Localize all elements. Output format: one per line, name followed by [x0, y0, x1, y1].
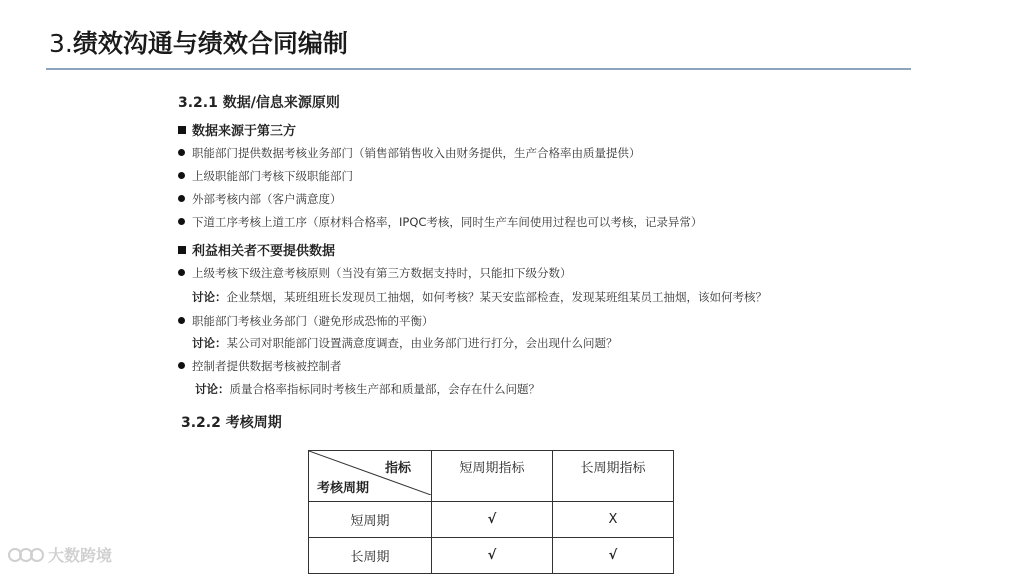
column-header: 长周期指标 [553, 451, 674, 502]
list-item-text: 职能部门考核业务部门（避免形成恐怖的平衡） [192, 314, 434, 328]
slide-title-number: 3. [49, 29, 73, 58]
discussion-text: 质量合格率指标同时考核生产部和质量部，会存在什么问题？ [229, 382, 540, 396]
watermark [8, 543, 112, 568]
list-item [178, 191, 342, 207]
discussion-line [192, 335, 618, 351]
list-item-text: 上级职能部门考核下级职能部门 [192, 169, 353, 183]
list-item-text: 控制者提供数据考核被控制者 [192, 359, 342, 373]
list-item-text: 外部考核内部（客户满意度） [192, 192, 342, 206]
discussion-line [195, 381, 540, 397]
table-row [309, 502, 674, 538]
corner-label-indicator: 指标 [384, 461, 411, 476]
column-header: 短周期指标 [432, 451, 553, 502]
bullet-dot-icon [178, 218, 185, 225]
table-cell: √ [432, 502, 553, 538]
list-item-text: 下道工序考核上道工序（原材料合格率，IPQC考核，同时生产车间使用过程也可以考核，记录异常） [192, 215, 703, 229]
table-cell: √ [553, 538, 674, 574]
table-cell: √ [432, 538, 553, 574]
list-item-text: 职能部门提供数据考核业务部门（销售部销售收入由财务提供，生产合格率由质量提供） [192, 146, 641, 160]
bullet-dot-icon [178, 172, 185, 179]
list-item-text: 上级考核下级注意考核原则（当没有第三方数据支持时，只能扣下级分数） [192, 266, 572, 280]
list-item [178, 358, 342, 374]
section-heading-data-source: 3.2.1 数据/信息来源原则 [178, 95, 340, 111]
watermark-logo-icon [8, 546, 44, 568]
group-heading-stakeholders [178, 240, 335, 259]
square-bullet-icon [178, 246, 186, 254]
group-heading-stakeholders-label: 利益相关者不要提供数据 [192, 244, 336, 259]
group-heading-third-party [178, 120, 296, 139]
list-item [178, 145, 641, 161]
square-bullet-icon [178, 126, 186, 134]
bullet-dot-icon [178, 317, 185, 324]
table-cell: X [553, 502, 674, 538]
list-item [178, 313, 434, 329]
section-heading-cycle: 3.2.2 考核周期 [181, 415, 282, 431]
table-row [309, 538, 674, 574]
list-item [178, 265, 572, 281]
title-divider [46, 68, 911, 70]
group-heading-third-party-label: 数据来源于第三方 [192, 124, 297, 139]
table-header-row [309, 451, 674, 502]
bullet-dot-icon [178, 195, 185, 202]
row-header: 长周期 [309, 538, 432, 574]
list-item [178, 214, 702, 230]
table-corner-cell [309, 451, 432, 502]
bullet-dot-icon [178, 149, 185, 156]
discussion-label: 讨论： [192, 290, 227, 304]
watermark-text: 大数跨境 [48, 546, 113, 565]
assessment-cycle-table [308, 450, 674, 574]
discussion-text: 某公司对职能部门设置满意度调查，由业务部门进行打分，会出现什么问题？ [226, 336, 618, 350]
list-item [178, 168, 353, 184]
discussion-text: 企业禁烟，某班组班长发现员工抽烟，如何考核？某天安监部检查，发现某班组某员工抽烟，该如何考核？ [226, 290, 767, 304]
corner-label-cycle: 考核周期 [317, 481, 370, 496]
discussion-label: 讨论： [192, 336, 227, 350]
row-header: 短周期 [309, 502, 432, 538]
bullet-dot-icon [178, 269, 185, 276]
discussion-line [192, 289, 767, 305]
bullet-dot-icon [178, 362, 185, 369]
slide-title-text: 绩效沟通与绩效合同编制 [72, 29, 348, 58]
slide-title [49, 24, 348, 60]
discussion-label: 讨论： [195, 382, 230, 396]
